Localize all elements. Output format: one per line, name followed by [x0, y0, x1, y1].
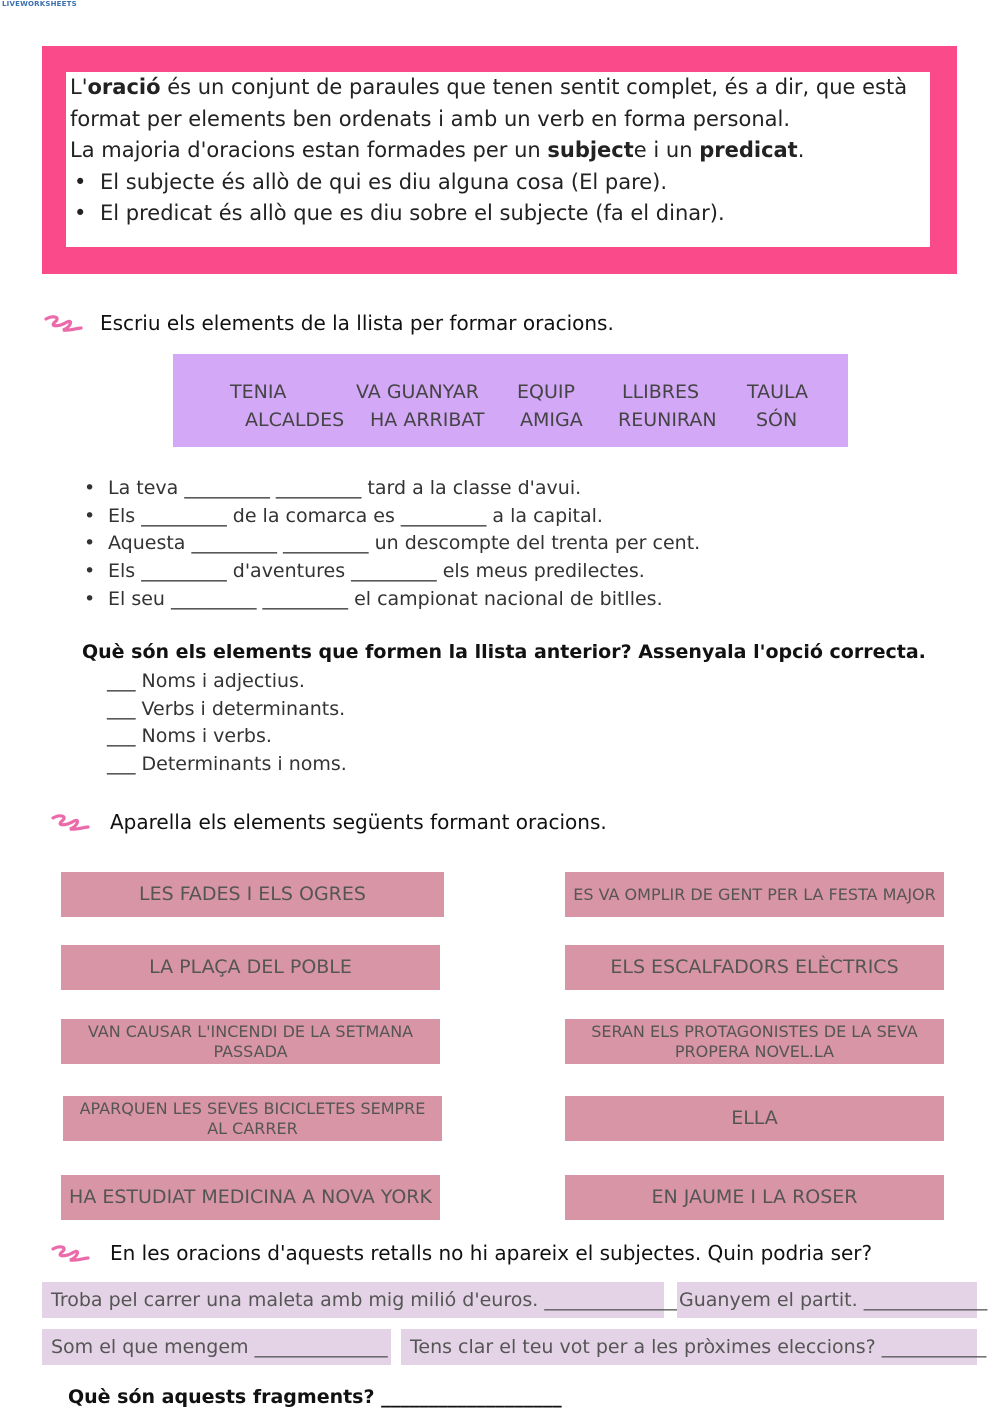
fragment-strip[interactable]: Som el que mengem ______________	[42, 1329, 391, 1365]
pink-squiggle-icon	[43, 313, 83, 335]
section2-heading: Aparella els elements següents formant oracions.	[110, 810, 607, 834]
option-item[interactable]: ___ Determinants i noms.	[107, 753, 347, 776]
word-item[interactable]: VA GUANYAR	[356, 381, 479, 403]
word-item[interactable]: LLIBRES	[622, 381, 700, 403]
word-item[interactable]: AMIGA	[520, 409, 583, 431]
word-item[interactable]: HA ARRIBAT	[370, 409, 485, 431]
word-item[interactable]: EQUIP	[517, 381, 575, 403]
multiple-choice-question: Què són els elements que formen la llista anterior? Assenyala l'opció correcta.	[82, 641, 926, 663]
word-item[interactable]: TAULA	[747, 381, 809, 403]
match-card[interactable]: LA PLAÇA DEL POBLE	[61, 945, 440, 990]
word-bank	[173, 354, 848, 447]
info-box	[66, 72, 930, 247]
pink-squiggle-icon	[50, 812, 90, 834]
word-item[interactable]: SÓN	[756, 409, 798, 431]
match-card[interactable]: HA ESTUDIAT MEDICINA A NOVA YORK	[61, 1175, 440, 1220]
match-card[interactable]: VAN CAUSAR L'INCENDI DE LA SETMANA PASSADA	[61, 1019, 440, 1064]
info-line-2: format per elements ben ordenats i amb un verb en forma personal.	[70, 106, 791, 131]
match-card[interactable]: APARQUEN LES SEVES BICICLETES SEMPRE AL CARRER	[63, 1096, 442, 1141]
match-card[interactable]: LES FADES I ELS OGRES	[61, 872, 444, 917]
option-list	[107, 668, 347, 779]
fragment-strip[interactable]: Troba pel carrer una maleta amb mig milió d'euros. ______________	[42, 1282, 664, 1318]
match-card[interactable]: ELS ESCALFADORS ELÈCTRICS	[565, 945, 944, 990]
fragment-strip[interactable]: Tens clar el teu vot per a les pròximes eleccions? ___________	[401, 1329, 977, 1365]
section3-heading: En les oracions d'aquests retalls no hi apareix el subjectes. Quin podria ser?	[110, 1241, 873, 1265]
option-item[interactable]: ___ Verbs i determinants.	[107, 697, 346, 720]
info-bullet-predicate: • El predicat és allò que es diu sobre el subjecte (fa el dinar).	[70, 198, 930, 230]
sentence-item[interactable]: • La teva _________ _________ tard a la classe d'avui.	[84, 475, 700, 503]
section1-heading: Escriu els elements de la llista per formar oracions.	[100, 311, 614, 335]
sentence-item[interactable]: • Els _________ de la comarca es _________ a la capital.	[84, 503, 700, 531]
sentence-item[interactable]: • Aquesta _________ _________ un descompte del trenta per cent.	[84, 530, 700, 558]
word-item[interactable]: REUNIRAN	[618, 409, 717, 431]
watermark: LIVEWORKSHEETS	[2, 0, 77, 8]
match-card[interactable]: SERAN ELS PROTAGONISTES DE LA SEVA PROPERA NOVEL.LA	[565, 1019, 944, 1064]
word-item[interactable]: TENIA	[230, 381, 287, 403]
match-card[interactable]: ELLA	[565, 1096, 944, 1141]
option-item[interactable]: ___ Noms i adjectius.	[107, 670, 305, 692]
pink-squiggle-icon	[50, 1243, 90, 1265]
info-bullet-subject: • El subjecte és allò de qui es diu alguna cosa (El pare).	[70, 167, 930, 199]
final-question[interactable]: Què són aquests fragments? ___________________	[68, 1386, 562, 1408]
fragment-strip[interactable]: Guanyem el partit. _____________	[677, 1282, 977, 1318]
sentence-item[interactable]: • Els _________ d'aventures _________ els meus predilectes.	[84, 558, 700, 586]
match-card[interactable]: EN JAUME I LA ROSER	[565, 1175, 944, 1220]
info-line-1: L'oració és un conjunt de paraules que tenen sentit complet, és a dir, que està	[70, 75, 908, 99]
option-item[interactable]: ___ Noms i verbs.	[107, 725, 272, 748]
info-line-3: La majoria d'oracions estan formades per un subjecte i un predicat.	[70, 138, 805, 162]
word-item[interactable]: ALCALDES	[245, 409, 345, 431]
sentence-list	[84, 475, 700, 613]
match-card[interactable]: ES VA OMPLIR DE GENT PER LA FESTA MAJOR	[565, 872, 944, 917]
sentence-item[interactable]: • El seu _________ _________ el campionat nacional de bitlles.	[84, 586, 700, 614]
